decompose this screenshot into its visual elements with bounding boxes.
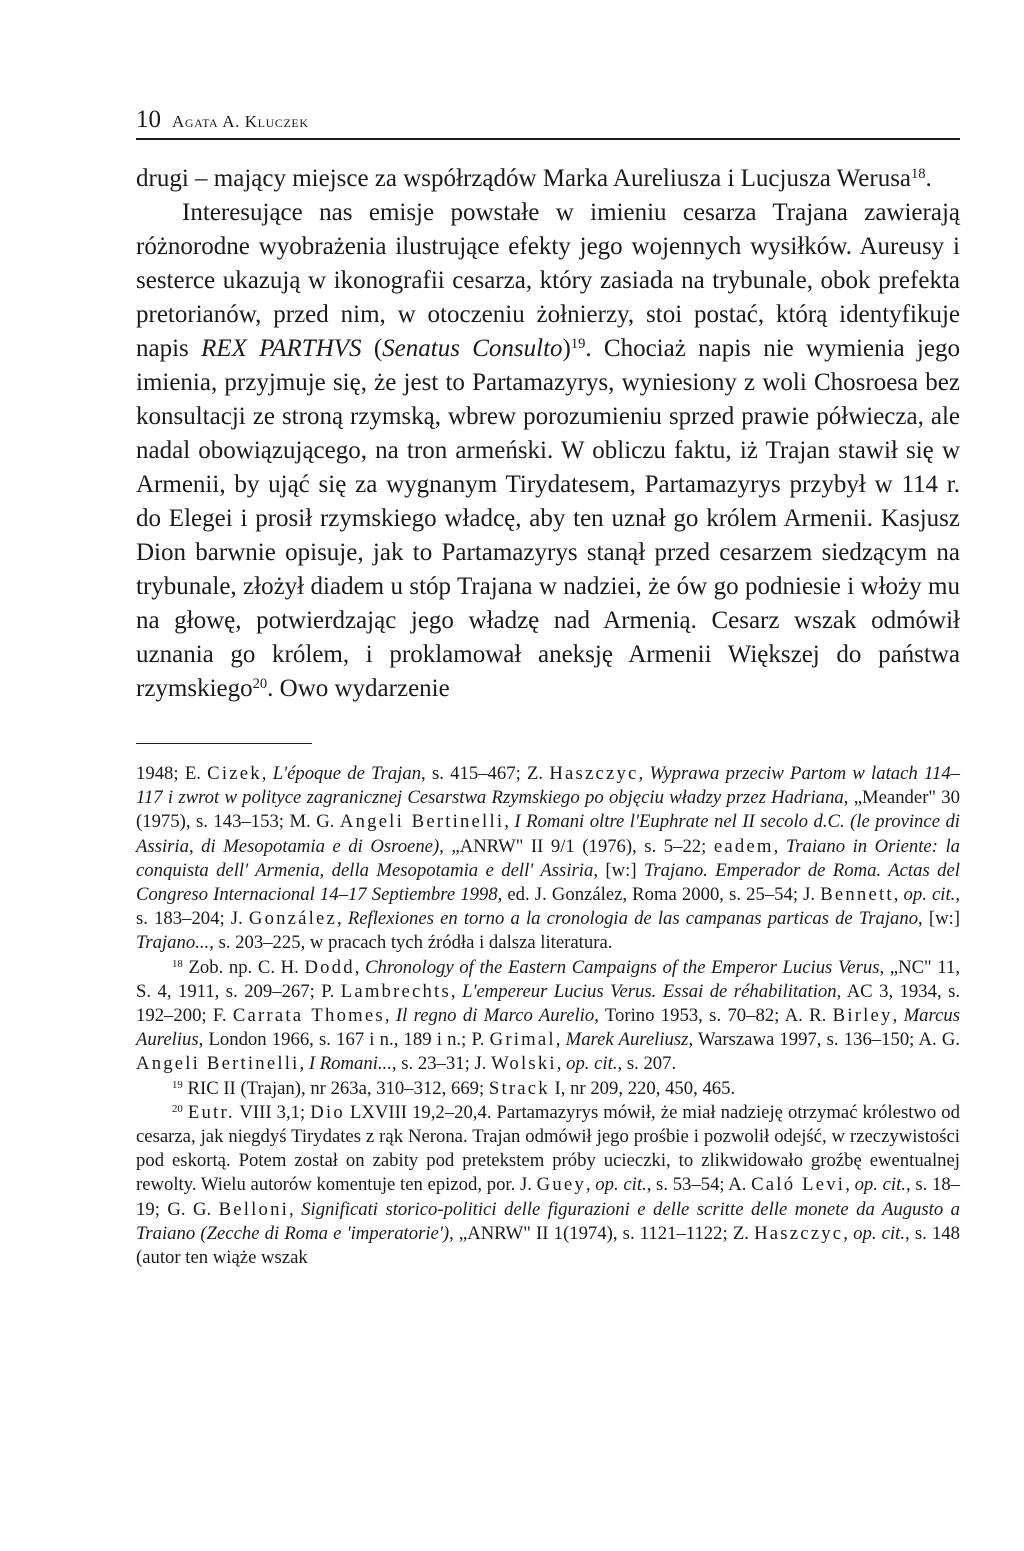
footnote-20: $^{20}$ Eutr. VIII 3,1; Dio LXVIII 19,2–20,4. Partamazyrys mówił, że miał nadzieję otrzymać królestwo od cesarza, jak niegdyś Tirydates z rąk Nerona. Trajan odmówił jego prośbie i pozwolił odejść, w rzeczywistości pod eskortą. Potem został on zabity pod pretekstem próby ucieczki, to zlikwidowało groźbę ewentualnej rewolty. Wielu autorów komentuje ten epizod, por. J. Guey, op. cit., s. 53–54; A. Caló Levi, op. cit., s. 18–19; G. G. Belloni, Significati storico-politici delle figurazioni e delle scritte delle monete da Augusto a Traiano (Zecche di Roma e 'imperatorie'), „ANRW" II 1(1974), s. 1121–1122; Z. Haszczyc, op. cit., s. 148 (autor ten wiąże wszak xyxy=(136,1101,961,1269)
paragraph-continued: drugi – mający miejsce za współrządów Marka Aureliusza i Lucjusza Werusa$^{18}$. xyxy=(136,165,932,192)
footnote-continued: 1948; E. Cizek, L'époque de Trajan, s. 415–467; Z. Haszczyc, Wyprawa przeciw Partom w latach 114–117 i zwrot w polityce zagranicznej Cesarstwa Rzymskiego po objęciu władzy przez Hadriana, „Meander" 30 (1975), s. 143–153; M. G. Angeli Bertinelli, I Romani oltre l'Euphrate nel II secolo d.C. (le province di Assiria, di Mesopotamia e di Osroene), „ANRW" II 9/1 (1976), s. 5–22; eadem, Traiano in Oriente: la conquista dell' Armenia, della Mesopotamia e dell' Assiria, [w:] Trajano. Emperador de Roma. Actas del Congreso Internacional 14–17 Septiembre 1998, ed. J. González, Roma 2000, s. 25–54; J. Bennett, op. cit., s. 183–204; J. González, Reflexiones en torno a la cronologia de las campanas particas de Trajano, [w:] Trajano..., s. 203–225, w pracach tych źródła i dalsza literatura. xyxy=(136,763,961,954)
page-number: 10 xyxy=(136,106,161,133)
footnote-ref-18: 18 xyxy=(911,166,926,183)
footnote-19: $^{19}$ RIC II (Trajan), nr 263a, 310–312, 669; Strack I, nr 209, 220, 450, 465. xyxy=(172,1077,736,1099)
footnote-ref-19: 19 xyxy=(570,336,586,353)
footnote-ref-20: 20 xyxy=(252,676,268,693)
footnotes xyxy=(136,762,960,1270)
footnote-18: $^{18}$ Zob. np. C. H. Dodd, Chronology of the Eastern Campaigns of the Emperor Lucius Verus, „NC" 11, S. 4, 1911, s. 209–267; P. Lambrechts, L'empereur Lucius Verus. Essai de réhabilitation, AC 3, 1934, s. 192–200; F. Carrata Thomes, Il regno di Marco Aurelio, Torino 1953, s. 70–82; A. R. Birley, Marcus Aurelius, London 1966, s. 167 i n., 189 i n.; P. Grimal, Marek Aureliusz, Warszawa 1997, s. 136–150; A. G. Angeli Bertinelli, I Romani..., s. 23–31; J. Wolski, op. cit., s. 207. xyxy=(136,956,961,1075)
footnote-number: 19 xyxy=(172,1078,183,1091)
running-head-author: Agata A. Kluczek xyxy=(172,112,309,131)
footnote-number: 18 xyxy=(172,957,183,970)
running-header xyxy=(136,104,960,140)
footnote-separator xyxy=(136,743,312,744)
footnote-number: 20 xyxy=(172,1102,183,1115)
paragraph: Interesujące nas emisje powstałe w imieniu cesarza Trajana zawierają różnorodne wyobrażenia ilustrujące efekty jego wojennych wysiłków. Aureusy i sesterce ukazują w ikonografii cesarza, który zasiada na trybunale, obok prefekta pretorianów, przed nim, w otoczeniu żołnierzy, stoi postać, którą identyfikuje napis REX PARTHVS (Senatus Consulto)$^{19}$. Chociaż napis nie wymienia jego imienia, przyjmuje się, że jest to Partamazyrys, wyniesiony z woli Chosroesa bez konsultacji ze stroną rzymską, wbrew porozumieniu sprzed prawie półwiecza, ale nadal obowiązującego, na tron armeński. W obliczu faktu, iż Trajan stawił się w Armenii, by ująć się za wygnanym Tirydatesem, Partamazyrys przybył w 114 r. do Elegei i prosił rzymskiego władcę, aby ten uznał go królem Armenii. Kasjusz Dion barwnie opisuje, jak to Partamazyrys stanął przed cesarzem siedzącym na trybunale, złożył diadem u stóp Trajana w nadziei, że ów go podniesie i włoży mu na głowę, potwierdzając jego władzę nad Armenią. Cesarz wszak odmówił uznania go królem, i proklamował aneksję Armenii Większej do państwa rzymskiego$^{20}$. Owo wydarzenie xyxy=(136,199,960,702)
main-text xyxy=(136,162,960,706)
